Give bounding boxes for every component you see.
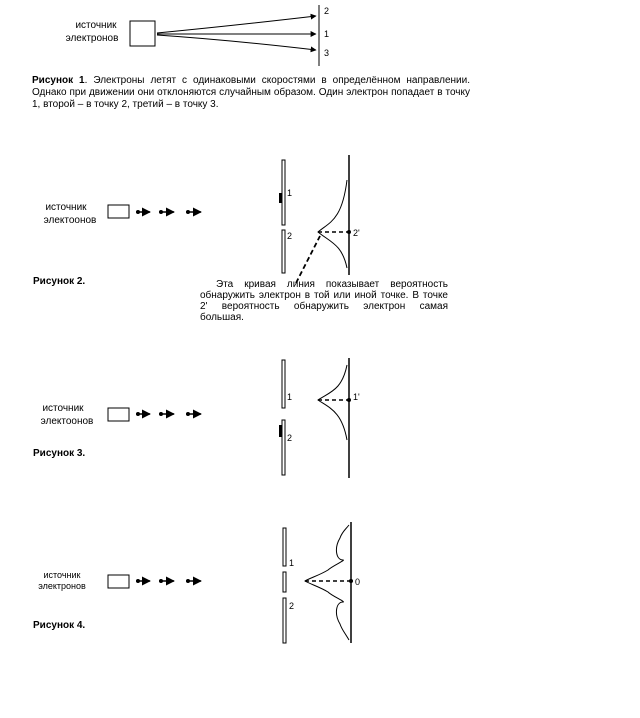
fig1-source-label-1: источник [75, 20, 117, 31]
fig2-slit-1-cover [279, 193, 282, 203]
fig3-slit-1-label: 1 [287, 392, 293, 402]
fig1-caption-title: Рисунок 1 [32, 75, 85, 86]
fig3-source-label-1: источник [42, 403, 84, 414]
fig2-electron-arrows [136, 210, 201, 214]
fig2-source-label-1: источник [45, 202, 87, 213]
fig1-trajectory-2 [157, 16, 316, 33]
fig3-barrier-upper [282, 360, 285, 408]
fig4-barrier-middle [283, 572, 286, 592]
fig4-screen-label: 0 [355, 577, 361, 587]
figure-1 [66, 5, 329, 66]
fig3-probability-curve [318, 365, 347, 440]
fig4-source-label-2: электронов [38, 581, 86, 591]
fig2-electron-source [108, 205, 129, 218]
fig3-barrier-lower [282, 420, 285, 475]
fig2-title: Рисунок 2. [33, 276, 86, 287]
fig4-barrier-top [283, 528, 286, 566]
fig1-caption-text: . Электроны летят с одинаковыми скоростями в определённом направлении. Однако при движении они отклоняются случайным образом. Один электрон попадает в точку 1, второй – в точку 2, третий – в точку 3. [32, 75, 470, 110]
fig1-point-2: 2 [324, 6, 330, 16]
fig1-point-3: 3 [324, 48, 330, 58]
fig3-screen-label: 1' [353, 392, 360, 402]
fig1-source-label-2: электронов [65, 33, 119, 44]
fig3-slit-2-label: 2 [287, 433, 293, 443]
fig4-source-label-1: источник [43, 570, 81, 580]
fig4-title: Рисунок 4. [33, 620, 86, 631]
fig3-slit-2-cover [279, 425, 282, 437]
fig1-trajectory-3 [157, 35, 316, 50]
fig1-caption [32, 75, 470, 111]
fig2-slit-2-label: 2 [287, 231, 293, 241]
fig2-barrier-lower [282, 230, 285, 273]
fig1-electron-source [130, 21, 155, 46]
fig2-barrier-upper [282, 160, 285, 225]
fig4-barrier-bottom [283, 598, 286, 643]
fig2-screen-label: 2' [353, 228, 360, 238]
fig4-electron-arrows [136, 579, 201, 583]
fig3-point-1 [347, 398, 351, 402]
fig4-point-0 [349, 579, 353, 583]
fig4-interference-curve [305, 525, 349, 640]
fig3-electron-source [108, 408, 129, 421]
fig2-note: Эта кривая линия показывает вероятность обнаружить электрон в той или иной точке. В точке 2' вероятность обнаружить электрон самая большая. [200, 279, 448, 323]
fig4-electron-source [108, 575, 129, 588]
fig2-probability-curve [318, 180, 347, 268]
fig4-slit-2-label: 2 [289, 601, 295, 611]
fig2-slit-1-label: 1 [287, 188, 293, 198]
fig3-title: Рисунок 3. [33, 448, 86, 459]
figure-3 [33, 358, 360, 478]
fig2-note-pointer [296, 236, 320, 283]
fig2-source-label-2: электоонов [43, 215, 97, 226]
fig3-source-label-2: электоонов [40, 416, 94, 427]
figure-2 [33, 155, 360, 287]
fig3-electron-arrows [136, 412, 201, 416]
fig1-point-1: 1 [324, 29, 330, 39]
figure-4 [33, 522, 360, 643]
fig2-point-2 [347, 230, 351, 234]
fig4-slit-1-label: 1 [289, 558, 295, 568]
